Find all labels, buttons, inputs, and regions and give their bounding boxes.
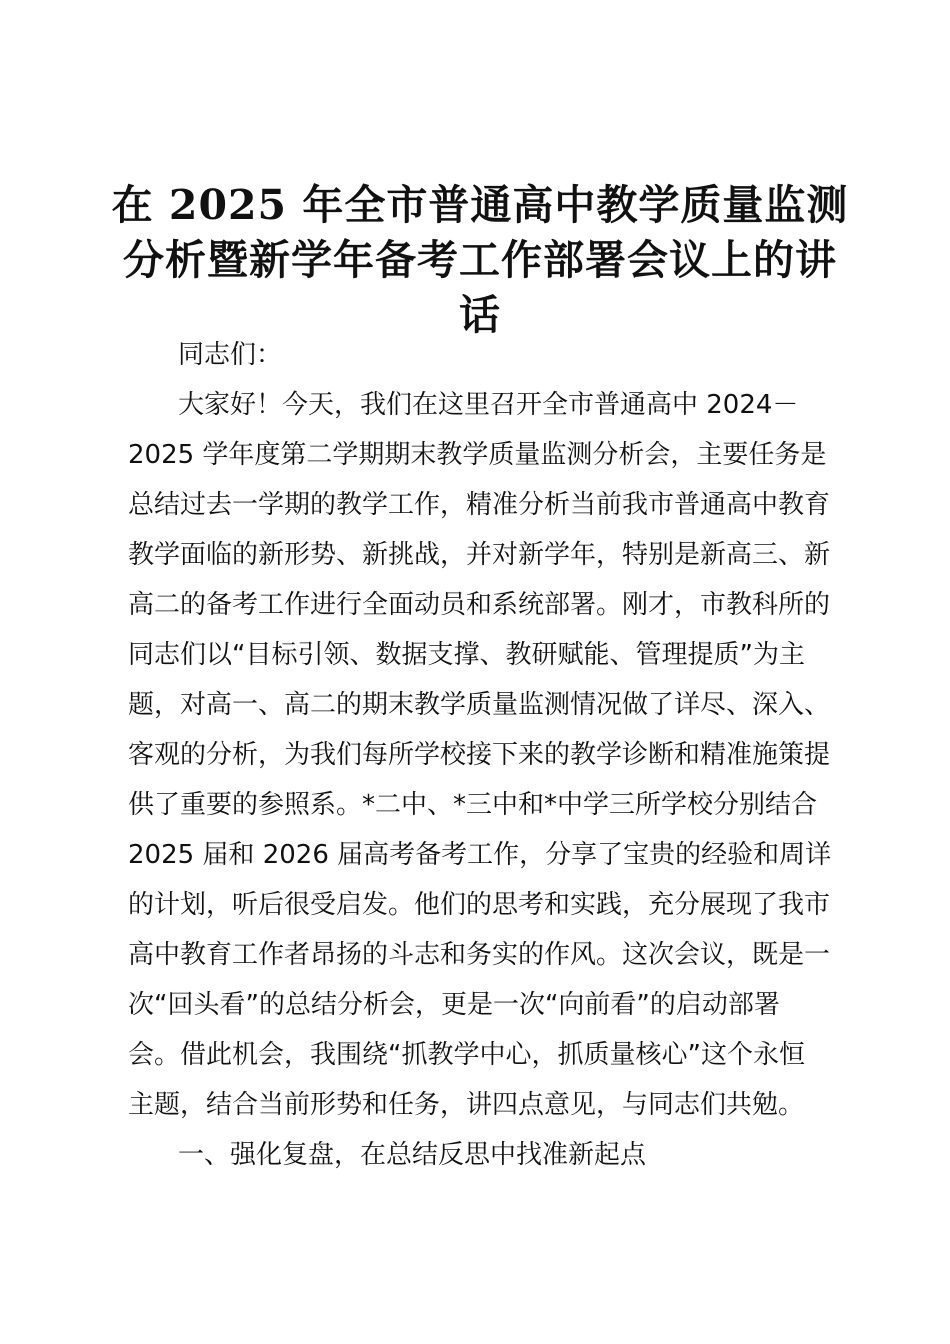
paragraph-line: 总结过去一学期的教学工作，精准分析当前我市普通高中教育 <box>128 490 831 520</box>
paragraph-line: 供了重要的参照系。*二中、*三中和*中学三所学校分别结合 <box>128 790 818 820</box>
paragraph-line: 客观的分析，为我们每所学校接下来的教学诊断和精准施策提 <box>128 740 831 770</box>
title-line: 分析暨新学年备考工作部署会议上的讲 <box>123 236 837 284</box>
section-heading: 一、强化复盘，在总结反思中找准新起点 <box>178 1140 647 1170</box>
paragraph-line: 会。借此机会，我围绕“抓教学中心，抓质量核心”这个永恒 <box>128 1040 805 1070</box>
salutation: 同志们： <box>178 340 283 370</box>
paragraph-line: 2025 学年度第二学期期末教学质量监测分析会，主要任务是 <box>128 440 827 470</box>
paragraph-line: 次“回头看”的总结分析会，更是一次“向前看”的启动部署 <box>128 990 780 1020</box>
paragraph-line: 同志们以“目标引领、数据支撑、教研赋能、管理提质”为主 <box>128 640 805 670</box>
paragraph-line: 教学面临的新形势、新挑战，并对新学年，特别是新高三、新 <box>128 540 831 570</box>
title-line: 在 2025 年全市普通高中教学质量监测 <box>111 181 849 229</box>
document-body <box>128 330 838 1180</box>
paragraph-line: 主题，结合当前形势和任务，讲四点意见，与同志们共勉。 <box>128 1090 805 1120</box>
paragraph-line: 高中教育工作者昂扬的斗志和务实的作风。这次会议，既是一 <box>128 940 831 970</box>
paragraph-line: 题，对高一、高二的期末教学质量监测情况做了详尽、深入、 <box>128 690 831 720</box>
opening-paragraph <box>128 380 838 1130</box>
paragraph-line: 2025 届和 2026 届高考备考工作，分享了宝贵的经验和周详 <box>128 840 832 870</box>
paragraph-line: 大家好！今天，我们在这里召开全市普通高中 2024－ <box>178 390 799 420</box>
paragraph-line: 高二的备考工作进行全面动员和系统部署。刚才，市教科所的 <box>128 590 831 620</box>
title-line: 话 <box>459 291 501 339</box>
paragraph-line: 的计划，听后很受启发。他们的思考和实践，充分展现了我市 <box>128 890 831 920</box>
document-title <box>110 178 850 343</box>
